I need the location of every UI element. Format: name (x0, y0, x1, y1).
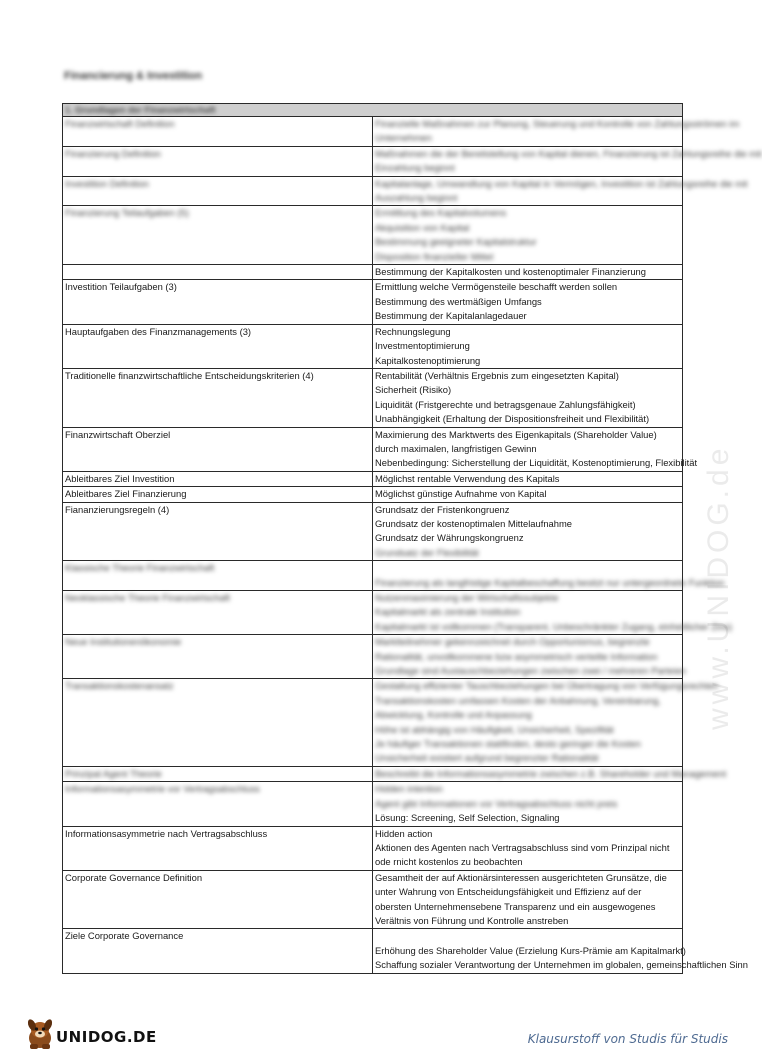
term-cell (63, 766, 373, 781)
term-cell (63, 324, 373, 368)
table-row (63, 324, 683, 368)
description-cell (373, 546, 683, 561)
term-label: Hauptaufgaben des Finanzmanagements (3) (65, 325, 252, 337)
description-line: Gesamtheit der auf Aktionärsinteressen ausgerichteten Grunsätze, die unter Wahrung von Entscheidungsfähigkeit und Effizienz auf der obersten Unternehmensebene Transparenz und ein ausgewogenes Verältnis von Führung und Kontrolle anstreben (375, 871, 667, 926)
description-line: Lösung: Screening, Self Selection, Signaling (375, 812, 560, 824)
term-label: Transaktionskostenansatz (65, 680, 174, 692)
term-cell (63, 265, 373, 280)
description-line: Einzahlung beginnt (375, 162, 455, 174)
table-row (63, 502, 683, 546)
term-label: Prinzipal Agent Theorie (65, 767, 162, 779)
table-row (63, 487, 683, 502)
description-line: Möglichst rentable Verwendung des Kapitals (375, 472, 560, 484)
description-line: Schaffung sozialer Verantwortung der Unternehmen im globalen, gemeinschaftlichen Sinn (375, 959, 748, 971)
description-line: Bestimmung des wertmäßigen Umfangs (375, 295, 542, 307)
term-label: Neoklassische Theorie Finanzwirtschaft (65, 592, 231, 603)
description-cell (373, 146, 762, 176)
description-cell (373, 561, 725, 591)
description-line (375, 561, 680, 575)
term-label: Finanzierung Teilaufgaben (5) (65, 207, 189, 219)
term-cell (63, 206, 373, 265)
description-line: Finanzierung als langfristige Kapitalbeschaffung besitzt nur untergeordnete Funktion (375, 576, 725, 588)
term-cell (63, 679, 373, 766)
description-line: Nebenbedingung: Sicherstellung der Liquidität, Kostenoptimierung, Flexibilität (375, 457, 698, 469)
description-cell (373, 324, 683, 368)
table-row (63, 471, 683, 486)
description-cell (373, 265, 683, 280)
term-cell (63, 280, 373, 324)
footer-tagline: Klausurstoff von Studis für Studis (527, 1032, 728, 1046)
description-line: Rentabilität (Verhältnis Ergebnis zum eingesetzten Kapital) (375, 369, 619, 381)
description-line: Kapitalmarkt als zentrale Institution (375, 606, 521, 618)
term-label: Investition Definition (65, 177, 149, 189)
description-line: Maximierung des Marktwerts des Eigenkapitals (Shareholder Value) durch maximalen, langfristigen Gewinn (375, 428, 657, 454)
description-line: Grundsatz der Fristenkongruenz (375, 503, 510, 515)
table-row (63, 929, 683, 973)
description-cell (373, 117, 740, 147)
description-line: Akquisition von Kapital (375, 221, 470, 233)
description-line: Sicherheit (Risiko) (375, 384, 452, 396)
description-line (375, 929, 680, 943)
description-cell (373, 176, 748, 206)
term-cell (63, 146, 373, 176)
description-cell (373, 591, 733, 635)
description-cell (373, 679, 719, 766)
description-line: Kapitalkostenoptimierung (375, 354, 481, 366)
term-cell (63, 870, 373, 929)
section-header-row (63, 104, 683, 117)
description-cell (373, 929, 748, 973)
description-line: Transaktionskosten umfassen Kosten der Anbahnung, Vereinbarung, Abwicklung, Kontrolle und Anpassung (375, 694, 661, 721)
description-cell (373, 368, 683, 427)
term-label: Informationsasymmetrie nach Vertragsabschluss (65, 827, 268, 839)
table-row (63, 368, 683, 427)
term-label: Neue Institutionenökonomie (65, 636, 182, 648)
unidog-logo[interactable] (22, 1016, 182, 1052)
term-label: Finanzierung Definition (65, 147, 161, 159)
description-line: Ermittlung des Kapitalvolumens (375, 207, 507, 219)
description-line: Bestimmung der Kapitalkosten und kostenoptimaler Finanzierung (375, 266, 646, 278)
description-line: Maßnahmen die der Bereitstellung von Kapital dienen, Finanzierung ist Zahlungsreihe die mit (375, 147, 762, 159)
table-row (63, 870, 683, 929)
table-row (63, 782, 683, 811)
description-line: Unternehmen (375, 132, 432, 144)
description-line: Hidden action (375, 827, 433, 839)
table-row (63, 635, 683, 679)
description-line: Erhöhung des Shareholder Value (Erzielung Kurs-Prämie am Kapitalmarkt) (375, 944, 686, 956)
table-row (63, 427, 683, 471)
table-row (63, 766, 683, 781)
description-cell (373, 427, 698, 471)
table-row (63, 591, 683, 635)
term-cell (63, 782, 373, 811)
table-row (63, 561, 683, 591)
description-cell (373, 782, 683, 811)
description-line: Auszahlung beginnt (375, 192, 458, 204)
term-cell (63, 561, 373, 591)
description-cell (373, 471, 683, 486)
term-label: Traditionelle finanzwirtschaftliche Entscheidungskriterien (4) (65, 369, 314, 381)
description-line: Bestimmung geeigneter Kapitalstruktur (375, 236, 537, 248)
term-cell (63, 591, 373, 635)
table-row (63, 265, 683, 280)
table-row (63, 146, 683, 176)
term-cell (63, 546, 373, 561)
term-label: Fiananzierungsregeln (4) (65, 503, 170, 515)
description-cell (373, 280, 683, 324)
description-line: Höhe ist abhängig von Häufigkeit, Unsicherheit, Spezifität (375, 723, 614, 735)
term-label: Ziele Corporate Governance (65, 930, 184, 942)
term-label: Finanzwirtschaft Definition (65, 118, 175, 129)
table-row (63, 117, 683, 147)
brand-name: UNIDOG.DE (56, 1028, 157, 1046)
table-row (63, 679, 683, 766)
term-label: Klassische Theorie Finanzwirtschaft (65, 562, 215, 574)
term-label: Informationsasymmetrie vor Vertragsabschluss (65, 783, 260, 795)
description-line: Agent gibt Informationen vor Vertragsabschluss nicht preis (375, 797, 618, 809)
description-line: Beschreibt die Informationsasymmetrie zwischen z.B. Shareholder und Management (375, 767, 727, 779)
description-cell (373, 487, 683, 502)
table-row (63, 206, 683, 265)
table-row (63, 826, 683, 870)
description-line: Je häufiger Transaktionen stattfinden, desto geringer die Kosten (375, 738, 641, 750)
description-line: Unabhängigkeit (Erhaltung der Dispositionsfreiheit und Flexibilität) (375, 413, 650, 425)
description-line: Hidden intention (375, 783, 443, 795)
description-line: Ermittlung welche Vermögensteile beschafft werden sollen (375, 281, 618, 293)
description-line: Investmentoptimierung (375, 340, 470, 352)
description-line: Kapitalanlage, Umwandlung von Kapital in Vermögen, Investition ist Zahlungsreihe die mit (375, 177, 748, 189)
description-line: Nutzenmaximierung der Wirtschaftssubjekte (375, 592, 559, 603)
description-cell (373, 826, 683, 870)
table-row (63, 176, 683, 206)
term-cell (63, 117, 373, 147)
term-cell (63, 811, 373, 826)
table-row (63, 280, 683, 324)
description-line: Bestimmung der Kapitalanlagedauer (375, 310, 527, 322)
section-header: 1. Grundlagen der Finanzwirtschaft (63, 104, 683, 117)
description-line: Grundsatz der Währungskongruenz (375, 532, 524, 544)
description-line: Grundsatz der Flexibilität (375, 546, 479, 558)
term-label: Ableitbares Ziel Investition (65, 472, 175, 484)
term-cell (63, 427, 373, 471)
term-label: Investition Teilaufgaben (3) (65, 281, 177, 293)
term-cell (63, 471, 373, 486)
description-cell (373, 635, 687, 679)
description-line: Gestaltung effizienter Tauschbeziehungen bei Übertragung von Verfügungsrechten (375, 680, 719, 692)
term-cell (63, 368, 373, 427)
description-line: Rechnungslegung (375, 325, 451, 337)
watermark-text: www.UNIDOG.de (702, 444, 735, 730)
term-label: Corporate Governance Definition (65, 871, 203, 883)
term-cell (63, 487, 373, 502)
description-line: Möglichst günstige Aufnahme von Kapital (375, 488, 547, 500)
description-cell (373, 811, 683, 826)
description-cell (373, 206, 683, 265)
term-label: Ableitbares Ziel Finanzierung (65, 488, 187, 500)
term-cell (63, 176, 373, 206)
description-cell (373, 502, 683, 546)
description-line: Grundsatz der kostenoptimalen Mittelaufnahme (375, 517, 572, 529)
description-line: Kapitalmarkt ist vollkommen (Transparent, Unbeschränkter Zugang, einheitlicher Zins) (375, 620, 733, 632)
description-line: Aktionen des Agenten nach Vertragsabschluss sind vom Prinzipal nicht ode rnicht kostenlos zu beobachten (375, 841, 670, 868)
term-cell (63, 502, 373, 546)
term-cell (63, 826, 373, 870)
term-cell (63, 929, 373, 973)
description-line: Unsicherheit existiert aufgrund begrenzter Rationalität (375, 752, 599, 764)
description-cell (373, 766, 727, 781)
description-line: Liquidität (Fristgerechte und betragsgenaue Zahlungsfähigkeit) (375, 398, 636, 410)
table-row (63, 546, 683, 561)
description-line: Grundlage sind Austauschbeziehungen zwischen zwei / mehreren Parteien (375, 665, 687, 677)
table-row (63, 811, 683, 826)
description-cell (373, 870, 683, 929)
description-line: Marktteilnehmer gekennzeichnet durch Opportunismus, begrenzte Rationalität, unvollkommene bzw asymmetrisch verteilte Information (375, 636, 658, 662)
term-cell (63, 635, 373, 679)
term-label: Finanzwirtschaft Oberziel (65, 428, 171, 440)
document-title: Financierung & Investition (64, 70, 203, 82)
description-line: Disposition finanzieller Mittel (375, 250, 494, 262)
description-line: Finanzielle Maßnahmen zur Planung, Steuerung und Kontrolle von Zahlungsströmen im (375, 118, 740, 129)
dog-mascot-icon (22, 1016, 58, 1050)
